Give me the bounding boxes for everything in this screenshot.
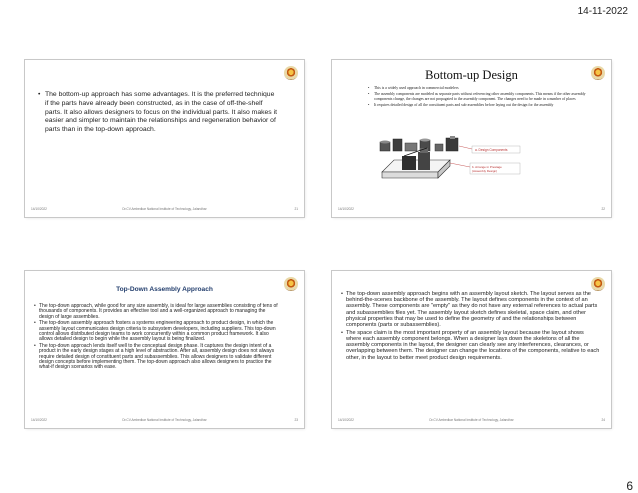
figure-label-arrange: b. Arrange in Prestage <box>472 165 502 169</box>
slide-footer <box>31 418 298 424</box>
figure-label-assembly-design: (Assembly Design) <box>472 169 498 173</box>
assembly-illustration <box>382 148 450 178</box>
bullet-item: • The space claim is the most important property of an assembly layout because the layout shows where each assembly component belongs. When a designer lays down the skeletons of all the assembly components in the layout, the designer can clearly see any interferences, clearances, or overlapping between them. The designer can change the locations of the components, relative to each other, in the layout to better meet product design requirements. <box>346 330 600 361</box>
bullet-item: • It requires detailed design of all the constituent parts and sub-assemblies before laying out the design for the assembly <box>374 103 592 108</box>
bottom-up-figure <box>332 60 611 217</box>
footer-institute: Dr.CV.Ambedkar National Institute of Technology, Jalandhar <box>122 418 207 422</box>
slide-assembly-layout <box>332 271 611 428</box>
page-number: 6 <box>626 479 633 493</box>
bullet-item: • The top-down assembly approach begins with an assembly layout sketch. The layout serves as the behind-the-scenes backbone of the assembly. The layout defines components in the context of an assembly. These components are "empty" as they do not have any external references to actual parts and subassemblies files yet. The assembly layout sketch defines skeletal, space claim, and other physical properties that may be used to define the geometry of and the relationships between components (parts or subassemblies). <box>346 291 600 328</box>
slide-title: Bottom-up Design <box>425 68 518 82</box>
slide-footer <box>338 207 605 213</box>
bullet-item: • The top-down assembly approach fosters a systems engineering approach to product design, in which the assembly layout communicates design criteria to subsystem developers, including suppliers. This top-down control allows distributed design teams to work concurrently within a common product framework. It also allows detailed design to begin while the assembly layout is being finalized. <box>39 321 279 342</box>
institute-logo-icon <box>284 66 298 80</box>
bullet-item: • The bottom-up approach has some advantages. It is the preferred technique if the parts have already been constructed, as in the case of off-the-shelf parts. It also allows designers to focus on the individual parts. It also makes it easier and simpler to maintain the relationships and regeneration behavior of parts than in the top-down approach. <box>45 91 277 135</box>
footer-date: 14/10/2022 <box>338 418 354 422</box>
slide-bottom-up-design <box>332 60 611 217</box>
footer-institute: Dr.CV.Ambedkar National Institute of Technology, Jalandhar <box>122 207 207 211</box>
slide-title: Top-Down Assembly Approach <box>116 286 213 293</box>
bullet-item: • The assembly components are modeled as separate parts without referencing other assembly components. This means if the other assembly components change, the changes are not propagated to the assembly component. The changes need to be made in a number of places <box>374 92 592 102</box>
footer-date: 14/10/2022 <box>338 207 354 211</box>
footer-date: 14/10/2022 <box>31 418 47 422</box>
bullet-item: • This is a widely used approach in commercial modelers <box>374 86 592 91</box>
footer-slide-number: 22 <box>601 207 605 211</box>
slide-top-down-approach <box>25 271 304 428</box>
slide-bullet-list <box>45 91 277 135</box>
footer-slide-number: 24 <box>601 418 605 422</box>
bullet-item: • The top-down approach lends itself well to the conceptual design phase. It captures the design intent of a product in the early design stages at a high level of abstraction. After all, assembly design does not always require detailed design of constituent parts and subassemblies. This allows designers to validate different design concepts before implementing them. The top-down approach also allows designers to practice the what-if design scenarios with ease. <box>39 344 279 370</box>
slide-footer <box>338 418 605 424</box>
component-parts-group <box>380 136 458 151</box>
slide-bullet-list <box>346 291 600 362</box>
slide-footer <box>31 207 298 213</box>
figure-label-design-components: a. Design Components <box>475 148 508 152</box>
bullet-item: • The top-down approach, while good for any size assembly, is ideal for large assemblies consisting of tens of thousands of components. It provides an effective tool and a well-organized approach to managing the design of large assemblies. <box>39 304 279 320</box>
page-date: 14-11-2022 <box>577 6 628 17</box>
footer-institute: Dr.CV.Ambedkar National Institute of Technology, Jalandhar <box>429 418 514 422</box>
footer-slide-number: 23 <box>294 418 298 422</box>
footer-date: 14/10/2022 <box>31 207 47 211</box>
footer-slide-number: 21 <box>294 207 298 211</box>
slide-bottom-up-advantages <box>25 60 304 217</box>
institute-logo-icon <box>591 277 605 291</box>
slide-bullet-list <box>39 304 279 372</box>
